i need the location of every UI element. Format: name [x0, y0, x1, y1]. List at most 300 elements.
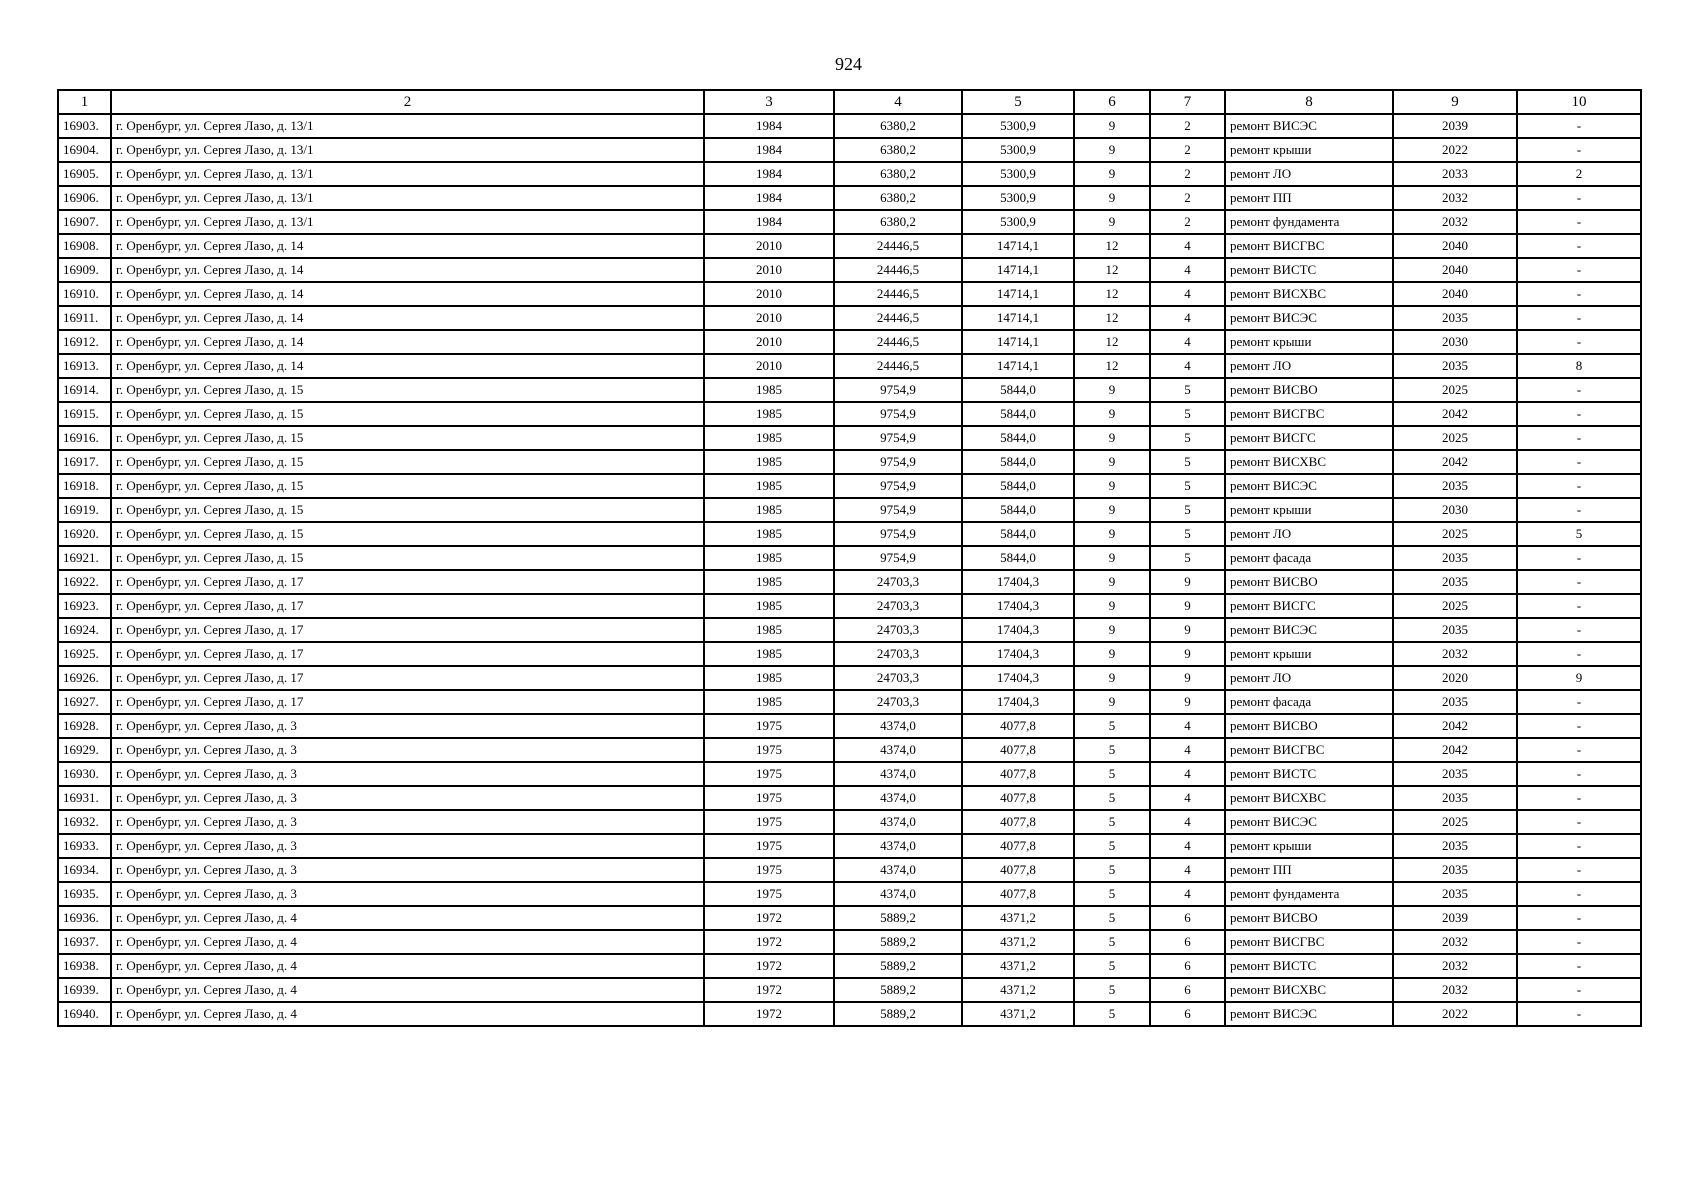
row-number-cell: 16926. [58, 666, 111, 690]
row-number-cell: 16904. [58, 138, 111, 162]
count-cell: - [1517, 570, 1641, 594]
row-number-cell: 16936. [58, 906, 111, 930]
total-area-cell: 6380,2 [834, 114, 962, 138]
planned-year-cell: 2032 [1393, 210, 1517, 234]
count-cell: - [1517, 714, 1641, 738]
entrances-cell: 4 [1150, 738, 1225, 762]
total-area-cell: 6380,2 [834, 210, 962, 234]
year-cell: 1975 [704, 858, 834, 882]
column-header: 3 [704, 90, 834, 114]
address-cell: г. Оренбург, ул. Сергея Лазо, д. 3 [111, 738, 704, 762]
year-cell: 1985 [704, 426, 834, 450]
table-row [58, 450, 1641, 474]
planned-year-cell: 2035 [1393, 306, 1517, 330]
row-number-cell: 16920. [58, 522, 111, 546]
table-row [58, 690, 1641, 714]
year-cell: 1972 [704, 906, 834, 930]
planned-year-cell: 2040 [1393, 258, 1517, 282]
total-area-cell: 24703,3 [834, 666, 962, 690]
column-header: 7 [1150, 90, 1225, 114]
planned-year-cell: 2035 [1393, 570, 1517, 594]
planned-year-cell: 2039 [1393, 906, 1517, 930]
table-row [58, 114, 1641, 138]
table-row [58, 522, 1641, 546]
total-area-cell: 4374,0 [834, 834, 962, 858]
table-row [58, 642, 1641, 666]
planned-year-cell: 2032 [1393, 186, 1517, 210]
table-row [58, 834, 1641, 858]
planned-year-cell: 2033 [1393, 162, 1517, 186]
planned-year-cell: 2042 [1393, 402, 1517, 426]
table-row [58, 186, 1641, 210]
work-type-cell: ремонт ВИСХВС [1225, 282, 1393, 306]
count-cell: - [1517, 330, 1641, 354]
year-cell: 1985 [704, 570, 834, 594]
year-cell: 2010 [704, 330, 834, 354]
work-type-cell: ремонт крыши [1225, 498, 1393, 522]
year-cell: 2010 [704, 234, 834, 258]
floors-cell: 9 [1074, 402, 1150, 426]
total-area-cell: 24703,3 [834, 618, 962, 642]
floors-cell: 9 [1074, 546, 1150, 570]
floors-cell: 12 [1074, 330, 1150, 354]
row-number-cell: 16931. [58, 786, 111, 810]
planned-year-cell: 2042 [1393, 738, 1517, 762]
count-cell: - [1517, 186, 1641, 210]
total-area-cell: 9754,9 [834, 522, 962, 546]
work-type-cell: ремонт ВИСЭС [1225, 1002, 1393, 1026]
floors-cell: 5 [1074, 978, 1150, 1002]
entrances-cell: 9 [1150, 594, 1225, 618]
count-cell: - [1517, 210, 1641, 234]
total-area-cell: 4374,0 [834, 810, 962, 834]
living-area-cell: 5844,0 [962, 474, 1074, 498]
work-type-cell: ремонт ВИСЭС [1225, 474, 1393, 498]
address-cell: г. Оренбург, ул. Сергея Лазо, д. 14 [111, 330, 704, 354]
total-area-cell: 9754,9 [834, 450, 962, 474]
floors-cell: 5 [1074, 762, 1150, 786]
planned-year-cell: 2022 [1393, 138, 1517, 162]
floors-cell: 5 [1074, 954, 1150, 978]
total-area-cell: 24446,5 [834, 258, 962, 282]
living-area-cell: 5844,0 [962, 402, 1074, 426]
planned-year-cell: 2035 [1393, 474, 1517, 498]
row-number-cell: 16919. [58, 498, 111, 522]
living-area-cell: 4077,8 [962, 882, 1074, 906]
table-row [58, 258, 1641, 282]
total-area-cell: 4374,0 [834, 738, 962, 762]
living-area-cell: 4371,2 [962, 906, 1074, 930]
living-area-cell: 4077,8 [962, 738, 1074, 762]
address-cell: г. Оренбург, ул. Сергея Лазо, д. 4 [111, 1002, 704, 1026]
planned-year-cell: 2030 [1393, 498, 1517, 522]
row-number-cell: 16939. [58, 978, 111, 1002]
work-type-cell: ремонт ВИСЭС [1225, 306, 1393, 330]
year-cell: 2010 [704, 282, 834, 306]
year-cell: 1985 [704, 522, 834, 546]
column-header: 1 [58, 90, 111, 114]
living-area-cell: 17404,3 [962, 666, 1074, 690]
address-cell: г. Оренбург, ул. Сергея Лазо, д. 17 [111, 594, 704, 618]
total-area-cell: 24703,3 [834, 594, 962, 618]
living-area-cell: 4077,8 [962, 858, 1074, 882]
work-type-cell: ремонт крыши [1225, 834, 1393, 858]
total-area-cell: 24446,5 [834, 306, 962, 330]
table-row [58, 714, 1641, 738]
count-cell: - [1517, 786, 1641, 810]
year-cell: 1972 [704, 1002, 834, 1026]
year-cell: 1984 [704, 210, 834, 234]
total-area-cell: 24446,5 [834, 330, 962, 354]
column-header: 10 [1517, 90, 1641, 114]
entrances-cell: 5 [1150, 378, 1225, 402]
living-area-cell: 14714,1 [962, 330, 1074, 354]
living-area-cell: 14714,1 [962, 282, 1074, 306]
entrances-cell: 4 [1150, 882, 1225, 906]
year-cell: 1985 [704, 666, 834, 690]
count-cell: - [1517, 426, 1641, 450]
address-cell: г. Оренбург, ул. Сергея Лазо, д. 3 [111, 786, 704, 810]
living-area-cell: 14714,1 [962, 234, 1074, 258]
work-type-cell: ремонт ВИСЭС [1225, 618, 1393, 642]
planned-year-cell: 2035 [1393, 354, 1517, 378]
floors-cell: 5 [1074, 738, 1150, 762]
work-type-cell: ремонт ВИСТС [1225, 954, 1393, 978]
entrances-cell: 4 [1150, 234, 1225, 258]
year-cell: 2010 [704, 258, 834, 282]
column-header: 2 [111, 90, 704, 114]
work-type-cell: ремонт крыши [1225, 642, 1393, 666]
total-area-cell: 24703,3 [834, 642, 962, 666]
count-cell: - [1517, 282, 1641, 306]
work-type-cell: ремонт ВИСХВС [1225, 786, 1393, 810]
planned-year-cell: 2025 [1393, 378, 1517, 402]
address-cell: г. Оренбург, ул. Сергея Лазо, д. 15 [111, 378, 704, 402]
entrances-cell: 6 [1150, 930, 1225, 954]
address-cell: г. Оренбург, ул. Сергея Лазо, д. 15 [111, 546, 704, 570]
count-cell: - [1517, 882, 1641, 906]
table-row [58, 474, 1641, 498]
entrances-cell: 4 [1150, 786, 1225, 810]
work-type-cell: ремонт ПП [1225, 858, 1393, 882]
row-number-cell: 16938. [58, 954, 111, 978]
floors-cell: 9 [1074, 450, 1150, 474]
entrances-cell: 5 [1150, 426, 1225, 450]
living-area-cell: 5300,9 [962, 162, 1074, 186]
table-row [58, 978, 1641, 1002]
table-row [58, 546, 1641, 570]
planned-year-cell: 2030 [1393, 330, 1517, 354]
address-cell: г. Оренбург, ул. Сергея Лазо, д. 15 [111, 450, 704, 474]
address-cell: г. Оренбург, ул. Сергея Лазо, д. 17 [111, 690, 704, 714]
work-type-cell: ремонт ВИСЭС [1225, 114, 1393, 138]
living-area-cell: 5300,9 [962, 138, 1074, 162]
entrances-cell: 4 [1150, 858, 1225, 882]
count-cell: - [1517, 1002, 1641, 1026]
work-type-cell: ремонт ВИСГВС [1225, 738, 1393, 762]
floors-cell: 5 [1074, 906, 1150, 930]
repair-schedule-table [57, 89, 1642, 1027]
count-cell: - [1517, 450, 1641, 474]
entrances-cell: 4 [1150, 354, 1225, 378]
row-number-cell: 16908. [58, 234, 111, 258]
entrances-cell: 4 [1150, 282, 1225, 306]
floors-cell: 5 [1074, 786, 1150, 810]
floors-cell: 12 [1074, 306, 1150, 330]
count-cell: - [1517, 234, 1641, 258]
year-cell: 1985 [704, 402, 834, 426]
floors-cell: 5 [1074, 882, 1150, 906]
row-number-cell: 16929. [58, 738, 111, 762]
column-header: 8 [1225, 90, 1393, 114]
living-area-cell: 4077,8 [962, 762, 1074, 786]
work-type-cell: ремонт ВИСГВС [1225, 234, 1393, 258]
planned-year-cell: 2035 [1393, 690, 1517, 714]
address-cell: г. Оренбург, ул. Сергея Лазо, д. 14 [111, 282, 704, 306]
floors-cell: 9 [1074, 690, 1150, 714]
address-cell: г. Оренбург, ул. Сергея Лазо, д. 14 [111, 354, 704, 378]
table-row [58, 354, 1641, 378]
year-cell: 1985 [704, 618, 834, 642]
total-area-cell: 6380,2 [834, 162, 962, 186]
address-cell: г. Оренбург, ул. Сергея Лазо, д. 15 [111, 474, 704, 498]
column-header: 4 [834, 90, 962, 114]
table-row [58, 858, 1641, 882]
table-row [58, 330, 1641, 354]
living-area-cell: 5844,0 [962, 426, 1074, 450]
address-cell: г. Оренбург, ул. Сергея Лазо, д. 4 [111, 954, 704, 978]
row-number-cell: 16918. [58, 474, 111, 498]
work-type-cell: ремонт ЛО [1225, 162, 1393, 186]
row-number-cell: 16925. [58, 642, 111, 666]
floors-cell: 12 [1074, 258, 1150, 282]
column-header: 5 [962, 90, 1074, 114]
table-row [58, 786, 1641, 810]
floors-cell: 5 [1074, 1002, 1150, 1026]
living-area-cell: 17404,3 [962, 690, 1074, 714]
address-cell: г. Оренбург, ул. Сергея Лазо, д. 3 [111, 882, 704, 906]
living-area-cell: 4077,8 [962, 786, 1074, 810]
floors-cell: 9 [1074, 570, 1150, 594]
entrances-cell: 5 [1150, 402, 1225, 426]
total-area-cell: 24446,5 [834, 354, 962, 378]
total-area-cell: 4374,0 [834, 762, 962, 786]
work-type-cell: ремонт фасада [1225, 546, 1393, 570]
planned-year-cell: 2040 [1393, 282, 1517, 306]
floors-cell: 9 [1074, 498, 1150, 522]
work-type-cell: ремонт ЛО [1225, 354, 1393, 378]
work-type-cell: ремонт ВИСХВС [1225, 978, 1393, 1002]
count-cell: - [1517, 954, 1641, 978]
count-cell: 2 [1517, 162, 1641, 186]
count-cell: - [1517, 690, 1641, 714]
row-number-cell: 16912. [58, 330, 111, 354]
count-cell: - [1517, 762, 1641, 786]
living-area-cell: 4371,2 [962, 954, 1074, 978]
address-cell: г. Оренбург, ул. Сергея Лазо, д. 15 [111, 522, 704, 546]
floors-cell: 9 [1074, 618, 1150, 642]
floors-cell: 9 [1074, 522, 1150, 546]
address-cell: г. Оренбург, ул. Сергея Лазо, д. 4 [111, 906, 704, 930]
total-area-cell: 9754,9 [834, 378, 962, 402]
entrances-cell: 2 [1150, 186, 1225, 210]
entrances-cell: 6 [1150, 954, 1225, 978]
total-area-cell: 24703,3 [834, 570, 962, 594]
year-cell: 1972 [704, 930, 834, 954]
table-row [58, 930, 1641, 954]
count-cell: - [1517, 618, 1641, 642]
row-number-cell: 16940. [58, 1002, 111, 1026]
table-row [58, 666, 1641, 690]
planned-year-cell: 2032 [1393, 930, 1517, 954]
year-cell: 1984 [704, 162, 834, 186]
table-row [58, 738, 1641, 762]
work-type-cell: ремонт ВИСВО [1225, 714, 1393, 738]
planned-year-cell: 2035 [1393, 546, 1517, 570]
living-area-cell: 4371,2 [962, 1002, 1074, 1026]
total-area-cell: 9754,9 [834, 498, 962, 522]
work-type-cell: ремонт ВИСГВС [1225, 930, 1393, 954]
year-cell: 1975 [704, 834, 834, 858]
address-cell: г. Оренбург, ул. Сергея Лазо, д. 13/1 [111, 210, 704, 234]
count-cell: - [1517, 642, 1641, 666]
work-type-cell: ремонт ВИСХВС [1225, 450, 1393, 474]
count-cell: - [1517, 834, 1641, 858]
planned-year-cell: 2032 [1393, 642, 1517, 666]
year-cell: 1985 [704, 450, 834, 474]
row-number-cell: 16903. [58, 114, 111, 138]
address-cell: г. Оренбург, ул. Сергея Лазо, д. 3 [111, 714, 704, 738]
entrances-cell: 5 [1150, 546, 1225, 570]
table-row [58, 378, 1641, 402]
table-row [58, 138, 1641, 162]
work-type-cell: ремонт фасада [1225, 690, 1393, 714]
year-cell: 1985 [704, 378, 834, 402]
entrances-cell: 4 [1150, 762, 1225, 786]
living-area-cell: 5844,0 [962, 522, 1074, 546]
entrances-cell: 4 [1150, 714, 1225, 738]
address-cell: г. Оренбург, ул. Сергея Лазо, д. 13/1 [111, 114, 704, 138]
floors-cell: 5 [1074, 834, 1150, 858]
planned-year-cell: 2035 [1393, 858, 1517, 882]
row-number-cell: 16906. [58, 186, 111, 210]
entrances-cell: 4 [1150, 810, 1225, 834]
floors-cell: 9 [1074, 210, 1150, 234]
floors-cell: 5 [1074, 858, 1150, 882]
entrances-cell: 4 [1150, 834, 1225, 858]
total-area-cell: 4374,0 [834, 882, 962, 906]
row-number-cell: 16935. [58, 882, 111, 906]
row-number-cell: 16924. [58, 618, 111, 642]
row-number-cell: 16910. [58, 282, 111, 306]
count-cell: - [1517, 906, 1641, 930]
entrances-cell: 2 [1150, 138, 1225, 162]
address-cell: г. Оренбург, ул. Сергея Лазо, д. 15 [111, 402, 704, 426]
living-area-cell: 14714,1 [962, 354, 1074, 378]
row-number-cell: 16928. [58, 714, 111, 738]
floors-cell: 5 [1074, 714, 1150, 738]
living-area-cell: 4077,8 [962, 834, 1074, 858]
year-cell: 1984 [704, 114, 834, 138]
year-cell: 1975 [704, 714, 834, 738]
address-cell: г. Оренбург, ул. Сергея Лазо, д. 17 [111, 570, 704, 594]
entrances-cell: 4 [1150, 330, 1225, 354]
entrances-cell: 5 [1150, 450, 1225, 474]
table-row [58, 570, 1641, 594]
count-cell: - [1517, 258, 1641, 282]
count-cell: - [1517, 378, 1641, 402]
work-type-cell: ремонт фундамента [1225, 210, 1393, 234]
work-type-cell: ремонт крыши [1225, 330, 1393, 354]
floors-cell: 5 [1074, 810, 1150, 834]
count-cell: - [1517, 858, 1641, 882]
total-area-cell: 4374,0 [834, 786, 962, 810]
row-number-cell: 16911. [58, 306, 111, 330]
table-row [58, 426, 1641, 450]
work-type-cell: ремонт ВИСТС [1225, 258, 1393, 282]
work-type-cell: ремонт ВИСВО [1225, 570, 1393, 594]
row-number-cell: 16923. [58, 594, 111, 618]
planned-year-cell: 2032 [1393, 954, 1517, 978]
address-cell: г. Оренбург, ул. Сергея Лазо, д. 17 [111, 642, 704, 666]
address-cell: г. Оренбург, ул. Сергея Лазо, д. 3 [111, 858, 704, 882]
year-cell: 1975 [704, 882, 834, 906]
work-type-cell: ремонт ВИСГС [1225, 594, 1393, 618]
work-type-cell: ремонт крыши [1225, 138, 1393, 162]
entrances-cell: 2 [1150, 162, 1225, 186]
work-type-cell: ремонт ВИСВО [1225, 378, 1393, 402]
row-number-cell: 16915. [58, 402, 111, 426]
table-row [58, 306, 1641, 330]
planned-year-cell: 2035 [1393, 834, 1517, 858]
entrances-cell: 6 [1150, 978, 1225, 1002]
address-cell: г. Оренбург, ул. Сергея Лазо, д. 13/1 [111, 138, 704, 162]
year-cell: 1975 [704, 786, 834, 810]
row-number-cell: 16913. [58, 354, 111, 378]
table-row [58, 762, 1641, 786]
table-row [58, 810, 1641, 834]
work-type-cell: ремонт ВИСГВС [1225, 402, 1393, 426]
address-cell: г. Оренбург, ул. Сергея Лазо, д. 14 [111, 234, 704, 258]
count-cell: - [1517, 402, 1641, 426]
planned-year-cell: 2039 [1393, 114, 1517, 138]
total-area-cell: 4374,0 [834, 714, 962, 738]
address-cell: г. Оренбург, ул. Сергея Лазо, д. 3 [111, 834, 704, 858]
address-cell: г. Оренбург, ул. Сергея Лазо, д. 4 [111, 930, 704, 954]
floors-cell: 12 [1074, 354, 1150, 378]
table-row [58, 882, 1641, 906]
living-area-cell: 17404,3 [962, 570, 1074, 594]
planned-year-cell: 2032 [1393, 978, 1517, 1002]
total-area-cell: 9754,9 [834, 402, 962, 426]
planned-year-cell: 2025 [1393, 426, 1517, 450]
floors-cell: 9 [1074, 642, 1150, 666]
work-type-cell: ремонт ВИСВО [1225, 906, 1393, 930]
planned-year-cell: 2025 [1393, 522, 1517, 546]
row-number-cell: 16930. [58, 762, 111, 786]
row-number-cell: 16922. [58, 570, 111, 594]
living-area-cell: 17404,3 [962, 642, 1074, 666]
living-area-cell: 5844,0 [962, 378, 1074, 402]
planned-year-cell: 2035 [1393, 786, 1517, 810]
living-area-cell: 5300,9 [962, 210, 1074, 234]
row-number-cell: 16905. [58, 162, 111, 186]
planned-year-cell: 2042 [1393, 450, 1517, 474]
row-number-cell: 16917. [58, 450, 111, 474]
row-number-cell: 16937. [58, 930, 111, 954]
floors-cell: 9 [1074, 186, 1150, 210]
count-cell: - [1517, 498, 1641, 522]
